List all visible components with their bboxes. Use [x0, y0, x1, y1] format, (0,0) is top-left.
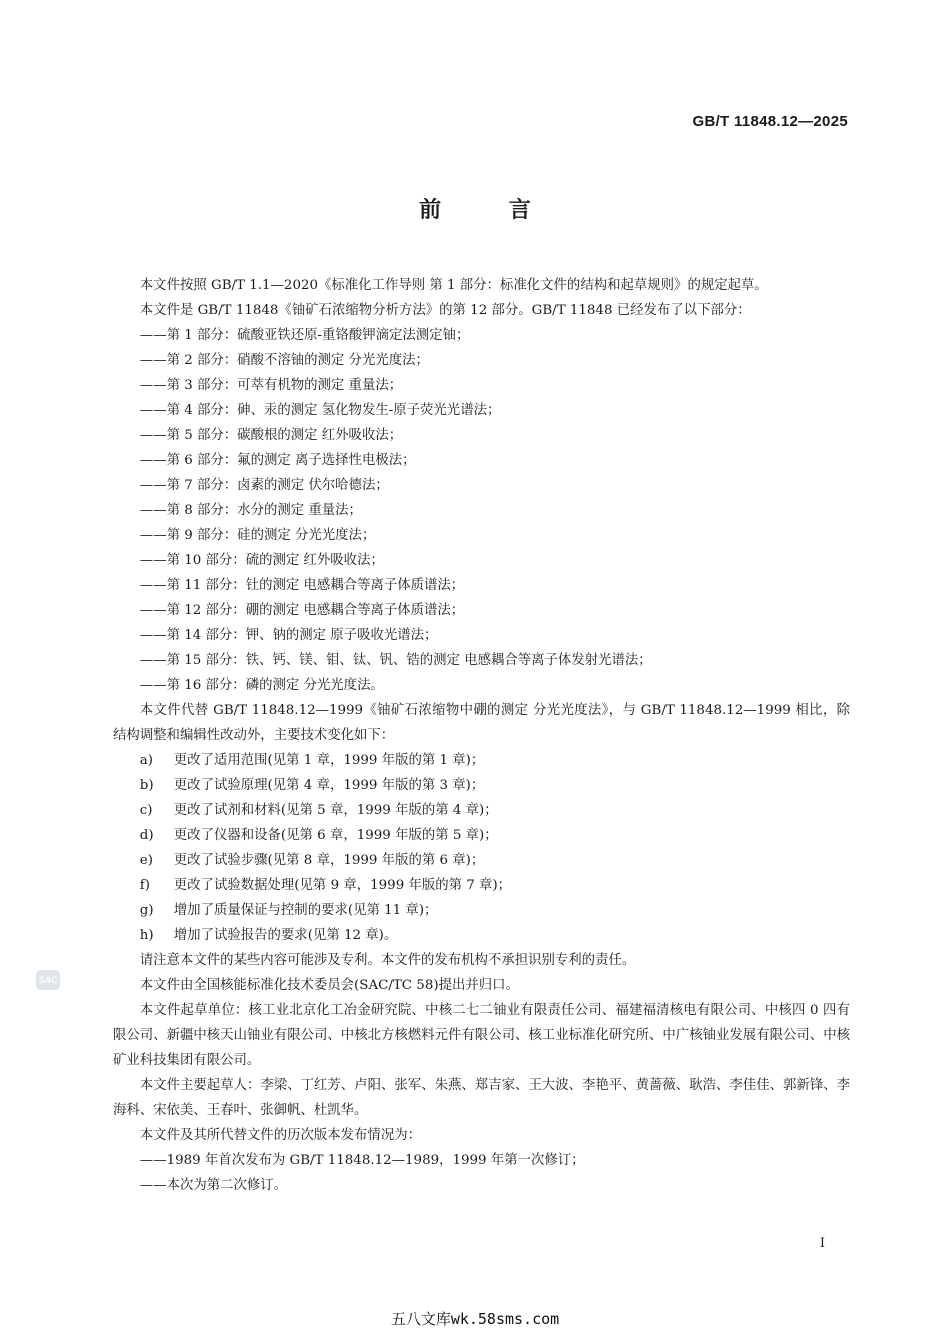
change-text: 更改了试验原理(见第 4 章，1999 年版的第 3 章)； — [173, 778, 485, 793]
part-item: ——第 1 部分：硫酸亚铁还原-重铬酸钾滴定法测定铀； — [139, 328, 470, 343]
foreword-body — [113, 273, 850, 1198]
change-text: 增加了试验报告的要求(见第 12 章)。 — [173, 928, 398, 943]
change-marker: d) — [139, 828, 154, 843]
change-item — [113, 748, 850, 773]
part-item: ——第 3 部分：可萃有机物的测定 重量法； — [139, 378, 403, 393]
paragraph-drafting-units: 本文件起草单位：核工业北京化工冶金研究院、中核二七二铀业有限责任公司、福建福清核电有限公司、中核四 0 四有限公司、新疆中核天山铀业有限公司、中核北方核燃料元件有限公司、核工业标准化研究所、中广核铀业发展有限公司、中核矿业科技集团有限公司。 — [113, 1003, 850, 1068]
part-item: ——第 14 部分：钾、钠的测定 原子吸收光谱法； — [139, 628, 438, 643]
change-marker: g) — [139, 903, 154, 918]
part-item: ——第 7 部分：卤素的测定 伏尔哈德法； — [139, 478, 389, 493]
change-item — [113, 798, 850, 823]
change-marker: e) — [139, 853, 153, 868]
change-item — [113, 773, 850, 798]
change-item — [113, 848, 850, 873]
paragraph-drafters: 本文件主要起草人：李梁、丁红芳、卢阳、张军、朱燕、郑吉家、王大波、李艳平、黄蔷薇、耿浩、李佳佳、郭新锋、李海科、宋依美、王春叶、张御帆、杜凯华。 — [113, 1078, 850, 1118]
paragraph-drafting-rules: 本文件按照 GB/T 1.1—2020《标准化工作导则 第 1 部分：标准化文件的结构和起草规则》的规定起草。 — [139, 278, 768, 293]
part-item: ——第 8 部分：水分的测定 重量法； — [139, 503, 362, 518]
page-title: 前 言 — [419, 198, 561, 223]
part-item: ——第 16 部分：磷的测定 分光光度法。 — [139, 678, 384, 693]
change-text: 增加了质量保证与控制的要求(见第 11 章)； — [173, 903, 438, 918]
history-item: ——本次为第二次修订。 — [139, 1178, 288, 1193]
paragraph-proposed-by: 本文件由全国核能标准化技术委员会(SAC/TC 58)提出并归口。 — [139, 978, 519, 993]
change-marker: h) — [139, 928, 154, 943]
sac-logo: SAC — [36, 970, 60, 990]
history-item: ——1989 年首次发布为 GB/T 11848.12—1989，1999 年第一次修订； — [139, 1153, 585, 1168]
part-item: ——第 12 部分：硼的测定 电感耦合等离子体质谱法； — [139, 603, 465, 618]
change-text: 更改了试验步骤(见第 8 章，1999 年版的第 6 章)； — [173, 853, 485, 868]
page-number: I — [819, 1236, 825, 1251]
change-marker: b) — [139, 778, 154, 793]
change-marker: c) — [139, 803, 153, 818]
change-marker: f) — [139, 878, 150, 893]
change-item — [113, 898, 850, 923]
part-item: ——第 2 部分：硝酸不溶铀的测定 分光光度法； — [139, 353, 429, 368]
change-item — [113, 823, 850, 848]
change-text: 更改了试剂和材料(见第 5 章，1999 年版的第 4 章)； — [173, 803, 498, 818]
part-item: ——第 10 部分：硫的测定 红外吸收法； — [139, 553, 384, 568]
part-item: ——第 9 部分：硅的测定 分光光度法； — [139, 528, 376, 543]
part-item: ——第 5 部分：碳酸根的测定 红外吸收法； — [139, 428, 403, 443]
change-text: 更改了适用范围(见第 1 章，1999 年版的第 1 章)； — [173, 753, 485, 768]
change-item — [113, 873, 850, 898]
footer-watermark: 五八文库wk.58sms.com — [390, 1310, 560, 1328]
part-item: ——第 15 部分：铁、钙、镁、钼、钛、钒、锆的测定 电感耦合等离子体发射光谱法； — [139, 653, 652, 668]
standard-number: GB/T 11848.12—2025 — [692, 113, 848, 130]
change-text: 更改了试验数据处理(见第 9 章，1999 年版的第 7 章)； — [173, 878, 512, 893]
paragraph-patent-notice: 请注意本文件的某些内容可能涉及专利。本文件的发布机构不承担识别专利的责任。 — [139, 953, 636, 968]
paragraph-history-intro: 本文件及其所代替文件的历次版本发布情况为： — [139, 1128, 421, 1143]
change-item — [113, 923, 850, 948]
paragraph-series: 本文件是 GB/T 11848《铀矿石浓缩物分析方法》的第 12 部分。GB/T 11848 已经发布了以下部分： — [139, 303, 751, 318]
change-marker: a) — [139, 753, 154, 768]
part-item: ——第 11 部分：钍的测定 电感耦合等离子体质谱法； — [139, 578, 465, 593]
part-item: ——第 4 部分：砷、汞的测定 氢化物发生-原子荧光光谱法； — [139, 403, 501, 418]
change-text: 更改了仪器和设备(见第 6 章，1999 年版的第 5 章)； — [173, 828, 498, 843]
paragraph-replaces: 本文件代替 GB/T 11848.12—1999《铀矿石浓缩物中硼的测定 分光光度法》，与 GB/T 11848.12—1999 相比，除结构调整和编辑性改动外，主要技术变化如下： — [113, 703, 850, 743]
part-item: ——第 6 部分：氟的测定 离子选择性电极法； — [139, 453, 416, 468]
